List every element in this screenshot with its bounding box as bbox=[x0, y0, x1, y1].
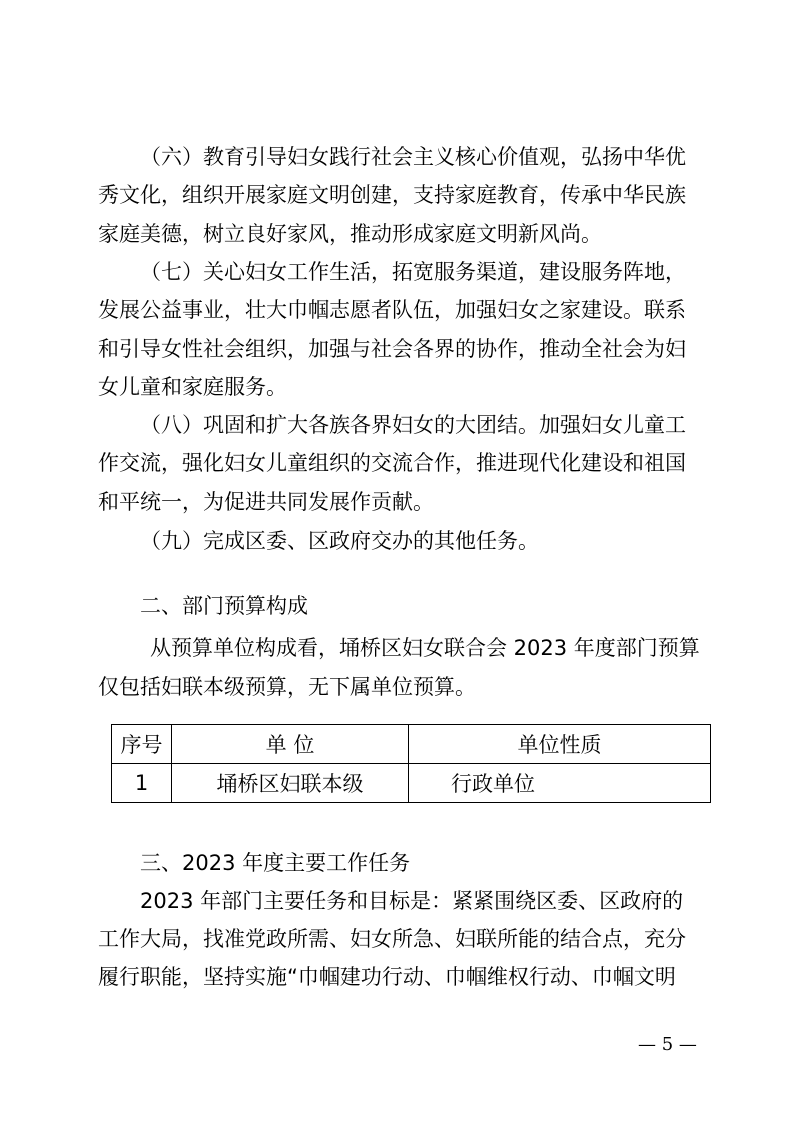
paragraph-line: 秀文化，组织开展家庭文明创建，支持家庭教育，传承中华民族 bbox=[98, 183, 686, 207]
paragraph-line: 和平统一，为促进共同发展作贡献。 bbox=[98, 490, 434, 514]
paragraph-line: （八）巩固和扩大各族各界妇女的大团结。加强妇女儿童工 bbox=[140, 413, 686, 437]
section-heading: 二、部门预算构成 bbox=[140, 594, 308, 618]
section-text: 从预算单位构成看，埇桥区妇女联合会 2023 年度部门预算 bbox=[150, 636, 700, 660]
paragraph-line: 作交流，强化妇女儿童组织的交流合作，推进现代化建设和祖国 bbox=[98, 451, 686, 475]
table-cell: 1 bbox=[112, 764, 172, 803]
paragraph-line: 发展公益事业，壮大巾帼志愿者队伍，加强妇女之家建设。联系 bbox=[98, 298, 686, 322]
section-text: 仅包括妇联本级预算，无下属单位预算。 bbox=[98, 675, 476, 699]
section-heading: 三、2023 年度主要工作任务 bbox=[140, 851, 411, 875]
table-header-cell: 序号 bbox=[112, 725, 172, 764]
table-header-row bbox=[112, 725, 711, 764]
table-row bbox=[112, 764, 711, 803]
paragraph-line: 女儿童和家庭服务。 bbox=[98, 375, 287, 399]
table-cell: 埇桥区妇联本级 bbox=[172, 764, 409, 803]
paragraph-line: 家庭美德，树立良好家风，推动形成家庭文明新风尚。 bbox=[98, 222, 602, 246]
section-text: 2023 年部门主要任务和目标是：紧紧围绕区委、区政府的 bbox=[140, 889, 684, 913]
section-text: 工作大局，找准党政所需、妇女所急、妇联所能的结合点，充分 bbox=[98, 927, 686, 951]
budget-units-table bbox=[111, 724, 711, 803]
paragraph-line: （六）教育引导妇女践行社会主义核心价值观，弘扬中华优 bbox=[140, 145, 686, 169]
table-cell: 行政单位 bbox=[409, 764, 711, 803]
paragraph-line: 和引导女性社会组织，加强与社会各界的协作，推动全社会为妇 bbox=[98, 337, 686, 361]
page-number: — 5 — bbox=[638, 1034, 697, 1055]
table-header-cell: 单 位 bbox=[172, 725, 409, 764]
table-header-cell: 单位性质 bbox=[409, 725, 711, 764]
section-text: 履行职能，坚持实施“巾帼建功行动、巾帼维权行动、巾帼文明 bbox=[98, 965, 676, 989]
paragraph-line: （九）完成区委、区政府交办的其他任务。 bbox=[140, 529, 539, 553]
paragraph-line: （七）关心妇女工作生活，拓宽服务渠道，建设服务阵地， bbox=[140, 260, 686, 284]
